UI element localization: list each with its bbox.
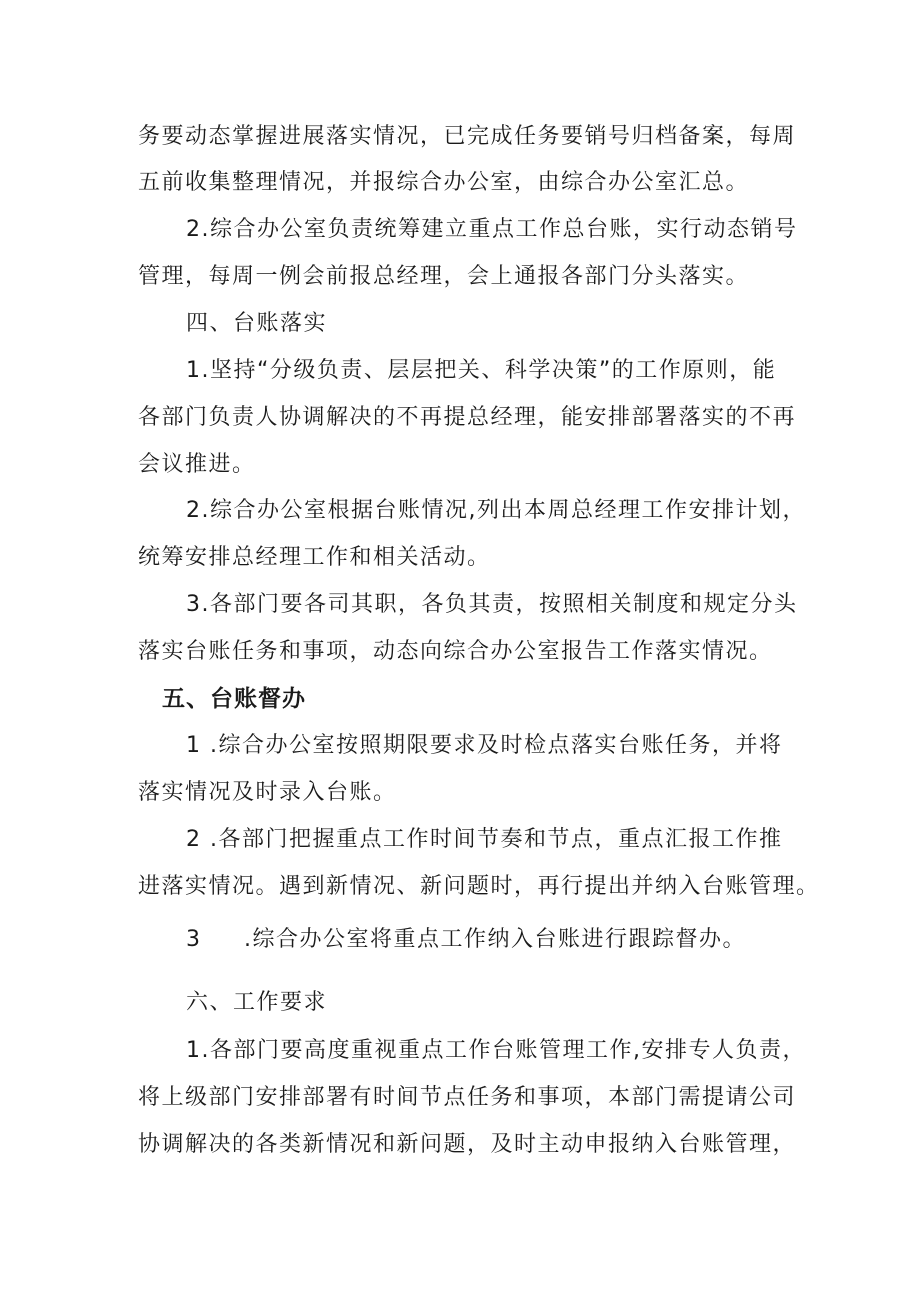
- paragraph-line: .综合办公室将重点工作纳入台账进行跟踪督办。: [244, 927, 746, 952]
- paragraph-line: 落实台账任务和事项，动态向综合办公室报告工作落实情况。: [138, 639, 773, 664]
- paragraph-line: 各部门负责人协调解决的不再提总经理，能安排部署落实的不再: [138, 405, 797, 430]
- section-heading-5: 五、台账督办: [162, 686, 306, 712]
- paragraph-line: 1.各部门要高度重视重点工作台账管理工作,安排专人负责，: [186, 1038, 806, 1063]
- paragraph-line: 会议推进。: [138, 452, 256, 477]
- item-number: 3: [186, 927, 202, 952]
- paragraph-line: 协调解决的各类新情况和新问题，及时主动申报纳入台账管理，: [138, 1132, 797, 1157]
- paragraph-line: 落实情况及时录入台账。: [138, 780, 397, 805]
- paragraph-line: 五前收集整理情况，并报综合办公室，由综合办公室汇总。: [138, 170, 750, 195]
- paragraph-line: 统筹安排总经理工作和相关活动。: [138, 545, 491, 570]
- paragraph-line: 将上级部门安排部署有时间节点任务和事项，本部门需提请公司: [138, 1085, 797, 1110]
- paragraph-line: 2.综合办公室负责统筹建立重点工作总台账，实行动态销号: [186, 217, 798, 242]
- section-heading-4: 四、台账落实: [186, 311, 328, 336]
- paragraph-line: 2 .各部门把握重点工作时间节奏和节点，重点汇报工作推: [186, 827, 783, 852]
- paragraph-line: 1 .综合办公室按照期限要求及时检点落实台账任务，并将: [186, 733, 783, 758]
- paragraph-line: 务要动态掌握进展落实情况，已完成任务要销号归档备案，每周: [138, 124, 797, 149]
- paragraph-line: 进落实情况。遇到新情况、新问题时，再行提出并纳入台账管理。: [138, 874, 820, 899]
- paragraph-line: 2.综合办公室根据台账情况,列出本周总经理工作安排计划，: [186, 498, 806, 523]
- paragraph-line: 管理，每周一例会前报总经理，会上通报各部门分头落实。: [138, 264, 750, 289]
- paragraph-line: 3.各部门要各司其职，各负其责，按照相关制度和规定分头: [186, 592, 798, 617]
- section-heading-6: 六、工作要求: [186, 990, 328, 1015]
- paragraph-line: 1.坚持“分级负责、层层把关、科学决策”的工作原则，能: [186, 358, 777, 383]
